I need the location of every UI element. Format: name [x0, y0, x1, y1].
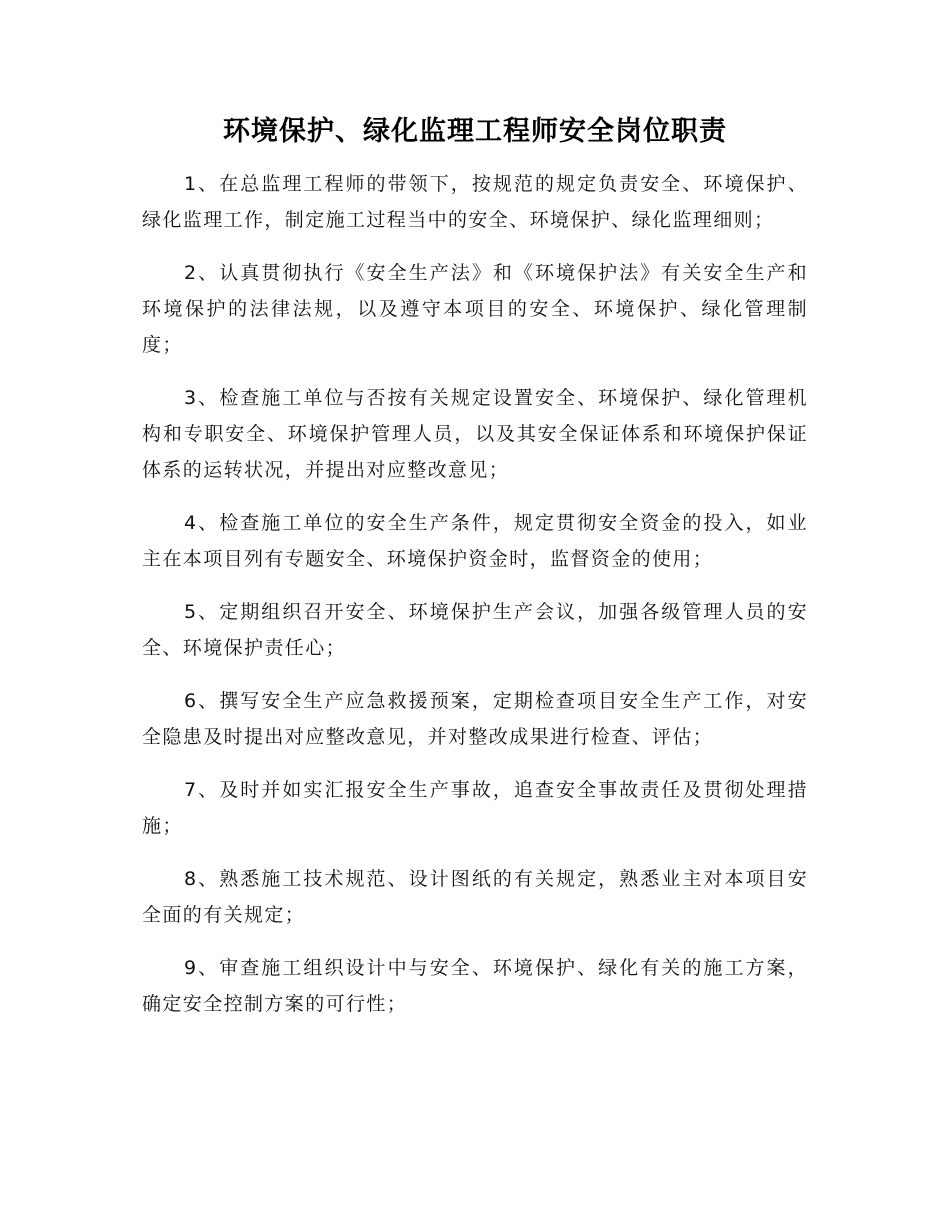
duty-item-6: 6、撰写安全生产应急救援预案，定期检查项目安全生产工作，对安全隐患及时提出对应整改意见，并对整改成果进行检查、评估； [142, 690, 808, 748]
page-title: 环境保护、绿化监理工程师安全岗位职责 [223, 116, 727, 147]
document-body [142, 166, 808, 1039]
duty-item-9: 9、审查施工组织设计中与安全、环境保护、绿化有关的施工方案，确定安全控制方案的可行性； [142, 957, 808, 1015]
duty-item-8: 8、熟悉施工技术规范、设计图纸的有关规定，熟悉业主对本项目安全面的有关规定； [142, 868, 808, 926]
duty-item-2: 2、认真贯彻执行《安全生产法》和《环境保护法》有关安全生产和环境保护的法律法规，以及遵守本项目的安全、环境保护、绿化管理制度； [142, 262, 808, 356]
duty-item-4: 4、检查施工单位的安全生产条件，规定贯彻安全资金的投入，如业主在本项目列有专题安全、环境保护资金时，监督资金的使用； [142, 512, 808, 570]
duty-item-3: 3、检查施工单位与否按有关规定设置安全、环境保护、绿化管理机构和专职安全、环境保护管理人员，以及其安全保证体系和环境保护保证体系的运转状况，并提出对应整改意见； [142, 387, 808, 481]
duty-item-1: 1、在总监理工程师的带领下，按规范的规定负责安全、环境保护、绿化监理工作，制定施工过程当中的安全、环境保护、绿化监理细则； [142, 173, 808, 231]
duty-item-7: 7、及时并如实汇报安全生产事故，追查安全事故责任及贯彻处理措施； [142, 779, 808, 837]
duty-item-5: 5、定期组织召开安全、环境保护生产会议，加强各级管理人员的安全、环境保护责任心； [142, 601, 808, 659]
